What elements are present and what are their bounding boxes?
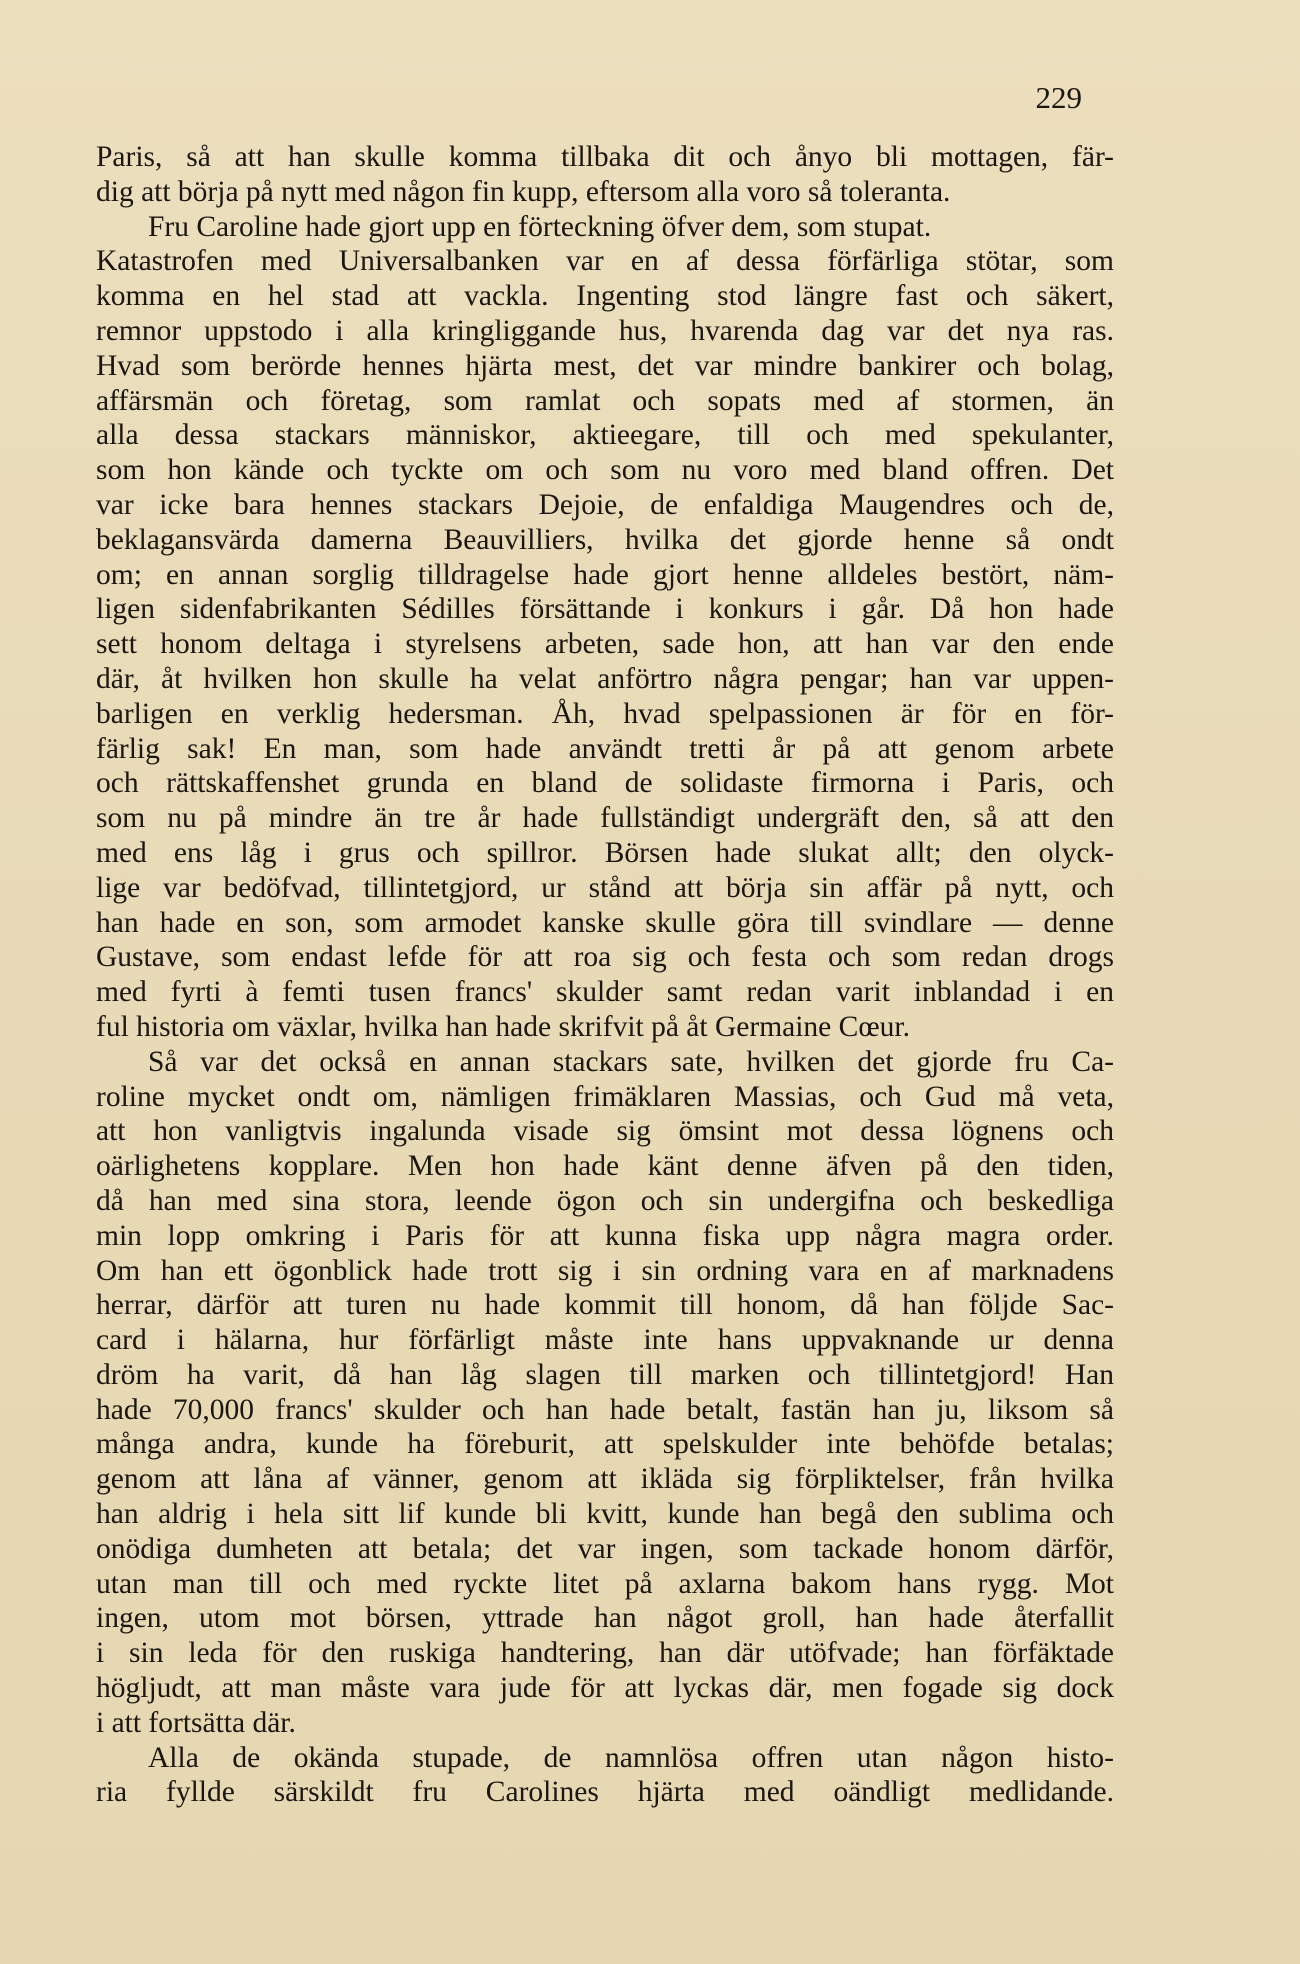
text-line: med ens låg i grus och spillror. Börsen hade slukat allt; den olyck- bbox=[96, 836, 1114, 869]
text-line: som nu på mindre än tre år hade fullständigt undergräft den, så att den bbox=[96, 802, 1114, 835]
text-line: ligen sidenfabrikanten Sédilles försättande i konkurs i går. Då hon hade bbox=[96, 593, 1114, 626]
text-line: Katastrofen med Universalbanken var en af dessa förfärliga stötar, som bbox=[96, 245, 1114, 278]
text-line: dig att börja på nytt med någon fin kupp, eftersom alla voro så toleranta. bbox=[96, 175, 951, 208]
text-line: Om han ett ögonblick hade trott sig i sin ordning vara en af marknadens bbox=[96, 1254, 1114, 1287]
text-line: beklagansvärda damerna Beauvilliers, hvilka det gjorde henne så ondt bbox=[96, 523, 1114, 556]
text-line: affärsmän och företag, som ramlat och sopats med af stormen, än bbox=[96, 384, 1114, 417]
text-line: i att fortsätta där. bbox=[96, 1706, 296, 1739]
text-line: färlig sak! En man, som hade användt tretti år på att genom arbete bbox=[96, 732, 1114, 765]
text-line: genom att låna af vänner, genom att ikläda sig förpliktelser, från hvilka bbox=[96, 1463, 1114, 1496]
text-line: barligen en verklig hedersman. Åh, hvad spelpassionen är för en för- bbox=[96, 697, 1114, 730]
text-line: roline mycket ondt om, nämligen frimäklaren Massias, och Gud må veta, bbox=[96, 1080, 1114, 1113]
text-line: alla dessa stackars människor, aktieegare, till och med spekulanter, bbox=[96, 419, 1114, 452]
text-line: Paris, så att han skulle komma tillbaka dit och ånyo bli mottagen, fär- bbox=[96, 141, 1114, 173]
text-line: sett honom deltaga i styrelsens arbeten, sade hon, att han var den ende bbox=[96, 628, 1114, 661]
text-line: utan man till och med ryckte litet på axlarna bakom hans rygg. Mot bbox=[96, 1567, 1114, 1600]
text-line: han aldrig i hela sitt lif kunde bli kvitt, kunde han begå den sublima och bbox=[96, 1498, 1114, 1531]
text-line: Hvad som berörde hennes hjärta mest, det var mindre bankirer och bolag, bbox=[96, 349, 1114, 382]
text-line: onödiga dumheten att betala; det var ingen, som tackade honom därför, bbox=[96, 1532, 1114, 1565]
text-line: min lopp omkring i Paris för att kunna fiska upp några magra order. bbox=[96, 1219, 1114, 1252]
text-line: dröm ha varit, då han låg slagen till marken och tillintetgjord! Han bbox=[96, 1358, 1114, 1391]
text-line: remnor uppstodo i alla kringliggande hus, hvarenda dag var det nya ras. bbox=[96, 314, 1114, 347]
text-line: Fru Caroline hade gjort upp en förteckning öfver dem, som stupat. bbox=[148, 210, 932, 243]
text-line: med fyrti à femti tusen francs' skulder samt redan varit inblandad i en bbox=[96, 976, 1114, 1009]
text-line: oärlighetens kopplare. Men hon hade känt denne äfven på den tiden, bbox=[96, 1150, 1114, 1183]
text-line: komma en hel stad att vackla. Ingenting stod längre fast och säkert, bbox=[96, 280, 1114, 313]
text-line: han hade en son, som armodet kanske skulle göra till svindlare — denne bbox=[96, 906, 1114, 939]
body-text bbox=[96, 140, 1114, 1810]
text-line: och rättskaffenshet grunda en bland de solidaste firmorna i Paris, och bbox=[96, 767, 1114, 800]
text-line: Så var det också en annan stackars sate, hvilken det gjorde fru Ca- bbox=[148, 1045, 1114, 1078]
text-line: lige var bedöfvad, tillintetgjord, ur stånd att börja sin affär på nytt, och bbox=[96, 871, 1114, 904]
text-line: många andra, kunde ha föreburit, att spelskulder inte behöfde betalas; bbox=[96, 1428, 1114, 1461]
text-line: ria fyllde särskildt fru Carolines hjärta med oändligt medlidande. bbox=[96, 1776, 1114, 1809]
text-line: var icke bara hennes stackars Dejoie, de enfaldiga Maugendres och de, bbox=[96, 488, 1114, 521]
text-line: där, åt hvilken hon skulle ha velat anförtro några pengar; han var uppen- bbox=[96, 662, 1114, 695]
text-line: att hon vanligtvis ingalunda visade sig ömsint mot dessa lögnens och bbox=[96, 1115, 1114, 1148]
text-line: då han med sina stora, leende ögon och sin undergifna och beskedliga bbox=[96, 1184, 1114, 1217]
text-line: i sin leda för den ruskiga handtering, han där utöfvade; han förfäktade bbox=[96, 1637, 1114, 1670]
text-line: card i hälarna, hur förfärligt måste inte hans uppvaknande ur denna bbox=[96, 1324, 1114, 1357]
text-line: herrar, därför att turen nu hade kommit till honom, då han följde Sac- bbox=[96, 1289, 1114, 1322]
text-line: ingen, utom mot börsen, yttrade han något groll, han hade återfallit bbox=[96, 1602, 1114, 1635]
text-line: Alla de okända stupade, de namnlösa offren utan någon histo- bbox=[148, 1741, 1114, 1774]
text-line: hade 70,000 francs' skulder och han hade betalt, fastän han ju, liksom så bbox=[96, 1393, 1114, 1426]
text-line: högljudt, att man måste vara jude för att lyckas där, men fogade sig dock bbox=[96, 1672, 1114, 1705]
text-line: som hon kände och tyckte om och som nu voro med bland offren. Det bbox=[96, 454, 1114, 487]
text-line: ful historia om växlar, hvilka han hade skrifvit på åt Germaine Cœur. bbox=[96, 1010, 910, 1043]
text-line: Gustave, som endast lefde för att roa sig och festa och som redan drogs bbox=[96, 941, 1114, 974]
text-line: om; en annan sorglig tilldragelse hade gjort henne alldeles bestört, näm- bbox=[96, 558, 1114, 591]
page-number: 229 bbox=[1035, 80, 1082, 115]
